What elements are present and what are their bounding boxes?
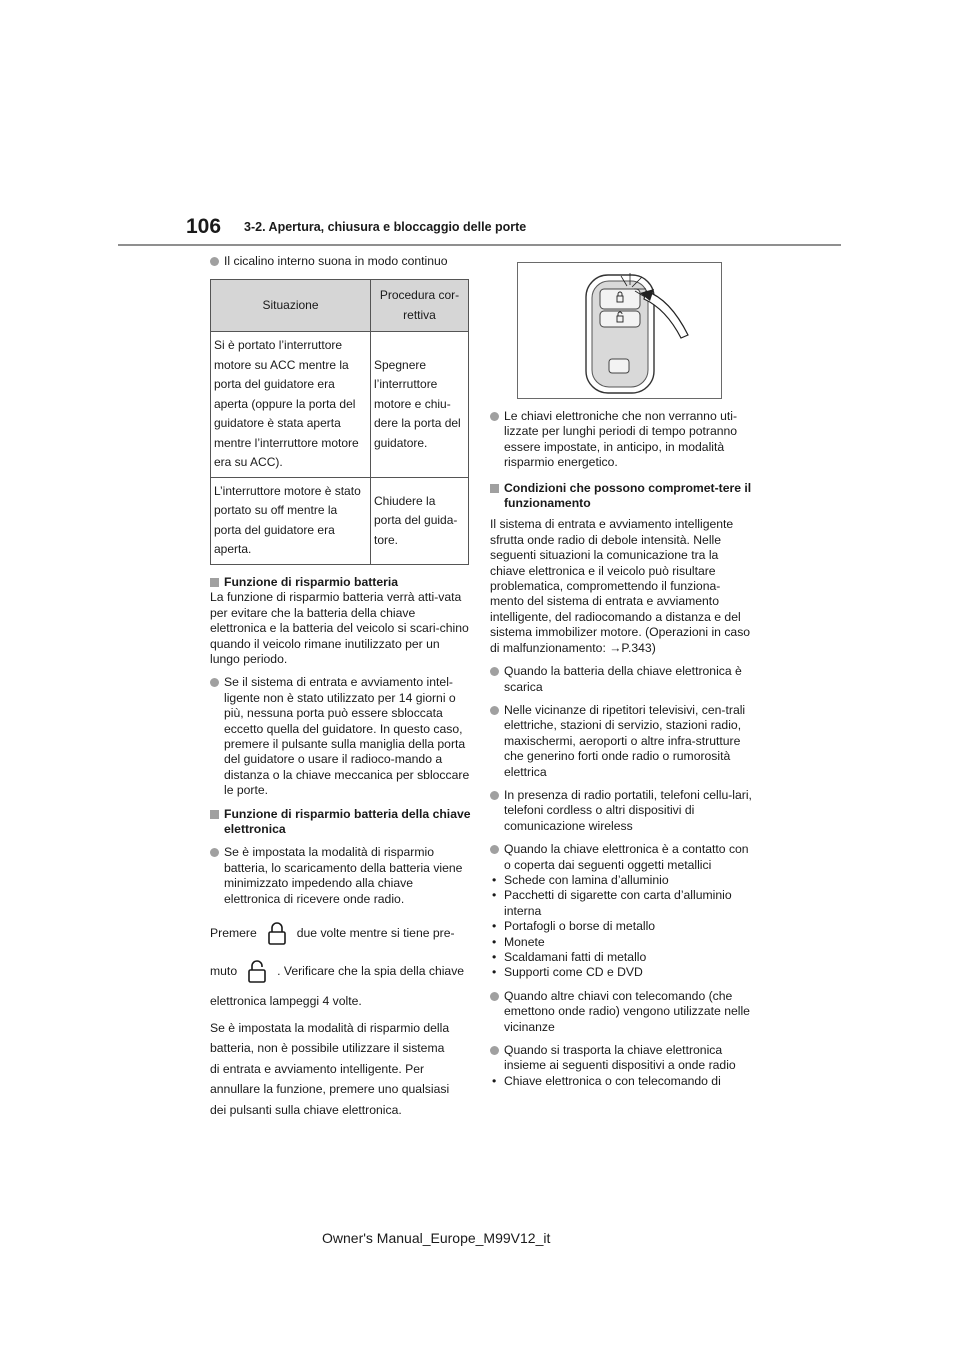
battery-saving-text: La funzione di risparmio batteria verrà atti-vata per evitare che la batteria della chiave elettronica e la batteria del veicolo si scari-chino quando il veicolo rimane inutilizzato per un lungo periodo.	[210, 590, 469, 666]
press-instruction	[210, 915, 472, 951]
unlock-icon	[246, 958, 268, 984]
metal-item: • Schede con lamina d’alluminio	[490, 873, 754, 888]
header-divider	[118, 244, 841, 246]
key-battery-line: di entrata e avviamento intelligente. Per	[210, 1061, 425, 1076]
situation-table	[210, 279, 469, 565]
metal-item: • Supporti come CD e DVD	[490, 965, 754, 980]
key-battery-line: batteria, non è possibile utilizzare il sistema	[210, 1041, 445, 1056]
metal-item: • Monete	[490, 935, 754, 950]
press-text-after: due volte mentre si tiene pre-	[296, 926, 455, 941]
footer-text: Owner's Manual_Europe_M99V12_it	[322, 1230, 551, 1246]
conditions-heading: Condizioni che possono compromet-tere il funzionamento	[490, 481, 754, 512]
table-cell: Spegnere l’interruttore motore e chiu-dere la porta del guidatore.	[371, 332, 469, 478]
battery-saving-bullet: Se il sistema di entrata e avviamento intel-ligente non è stato utilizzato per 14 giorni o più, nessuna porta può essere sbloccata eccetto quella del guidatore. In questo caso, premere il pulsante sulla maniglia della porta del guidatore o usare il radioco-mando a distanza o la chiave meccanica per sbloccare le porte.	[210, 675, 472, 798]
table-row	[211, 332, 469, 478]
table-header-procedure: Procedura cor-rettiva	[371, 280, 469, 332]
key-battery-line: Se è impostata la modalità di risparmio della	[210, 1020, 450, 1035]
press-text-before: Premere	[210, 926, 257, 941]
radio-item: • Chiave elettronica o con telecomando di	[490, 1074, 754, 1089]
muto-instruction	[210, 953, 472, 989]
metal-item: • Pacchetti di sigarette con carta d’alluminio interna	[490, 888, 754, 919]
key-fob-icon	[518, 263, 721, 398]
unused-keys-bullet: Le chiavi elettroniche che non verranno uti-lizzate per lunghi periodi di tempo potranno essere impostate, in anticipo, in modalità risparmio energetico.	[490, 409, 754, 471]
muto-text-after: . Verificare che la spia della chiave	[277, 964, 465, 979]
list-item: Quando altre chiavi con telecomando (che emettono onde radio) vengono utilizzate nelle vicinanze	[490, 989, 754, 1035]
list-item: Quando la chiave elettronica è a contatto con o coperta dai seguenti oggetti metallici	[490, 842, 754, 873]
page-number: 106	[186, 215, 222, 238]
lock-icon	[266, 920, 288, 946]
list-item: Quando la batteria della chiave elettronica è scarica	[490, 664, 754, 695]
key-fob-illustration	[517, 262, 722, 399]
table-header-situation: Situazione	[211, 280, 371, 332]
intro-bullet: Il cicalino interno suona in modo continuo	[210, 254, 472, 269]
right-column	[490, 262, 754, 1089]
list-item: Nelle vicinanze di ripetitori televisivi, cen-trali elettriche, stazioni di servizio, stazioni radio, maxischermi, aeroporti o altre infra-strutture che generino forti onde radio o rumorosità elettrica	[490, 703, 754, 780]
metal-item: • Portafogli o borse di metallo	[490, 919, 754, 934]
key-battery-line: annullare la funzione, premere uno qualsiasi	[210, 1082, 450, 1097]
metal-item: • Scaldamani fatti di metallo	[490, 950, 754, 965]
muto-text-before: muto	[210, 964, 238, 979]
left-column	[210, 254, 472, 1120]
list-item: In presenza di radio portatili, telefoni cellu-lari, telefoni cordless o altri dispositivi di comunicazione wireless	[490, 788, 754, 834]
table-cell: Si è portato l’interruttore motore su ACC mentre la porta del guidatore era aperta (oppure la porta del guidatore è stata aperta mentre l’interruttore motore era su ACC).	[211, 332, 371, 478]
key-battery-line: elettronica lampeggi 4 volte.	[210, 994, 362, 1009]
table-cell: L’interruttore motore è stato portato su off mentre la porta del guidatore era aperta.	[211, 477, 371, 564]
section-title: 3-2. Apertura, chiusura e bloccaggio delle porte	[244, 220, 527, 234]
conditions-text: Il sistema di entrata e avviamento intelligente sfrutta onde radio di debole intensità. Nelle seguenti situazioni la comunicazione tra la chiave elettronica e il veicolo può risultare problematica, compromettendo il funziona-mento del sistema di entrata e avviamento intelligente, del radiocomando a distanza e del sistema immobilizer motore. (Operazioni in caso di malfunzionamento: →P.343)	[490, 517, 751, 655]
table-row	[211, 477, 469, 564]
list-item: Quando si trasporta la chiave elettronica insieme ai seguenti dispositivi a onde radio	[490, 1043, 754, 1074]
key-battery-line: dei pulsanti sulla chiave elettronica.	[210, 1102, 402, 1117]
table-header-row	[211, 280, 469, 332]
key-battery-saving-heading: Funzione di risparmio batteria della chiave elettronica	[210, 807, 472, 838]
table-cell: Chiudere la porta del guida-tore.	[371, 477, 469, 564]
key-battery-saving-bullet: Se è impostata la modalità di risparmio batteria, lo scaricamento della batteria viene minimizzato impedendo alla chiave elettronica di ricevere onde radio.	[210, 845, 472, 907]
battery-saving-heading: Funzione di risparmio batteria	[210, 575, 472, 590]
